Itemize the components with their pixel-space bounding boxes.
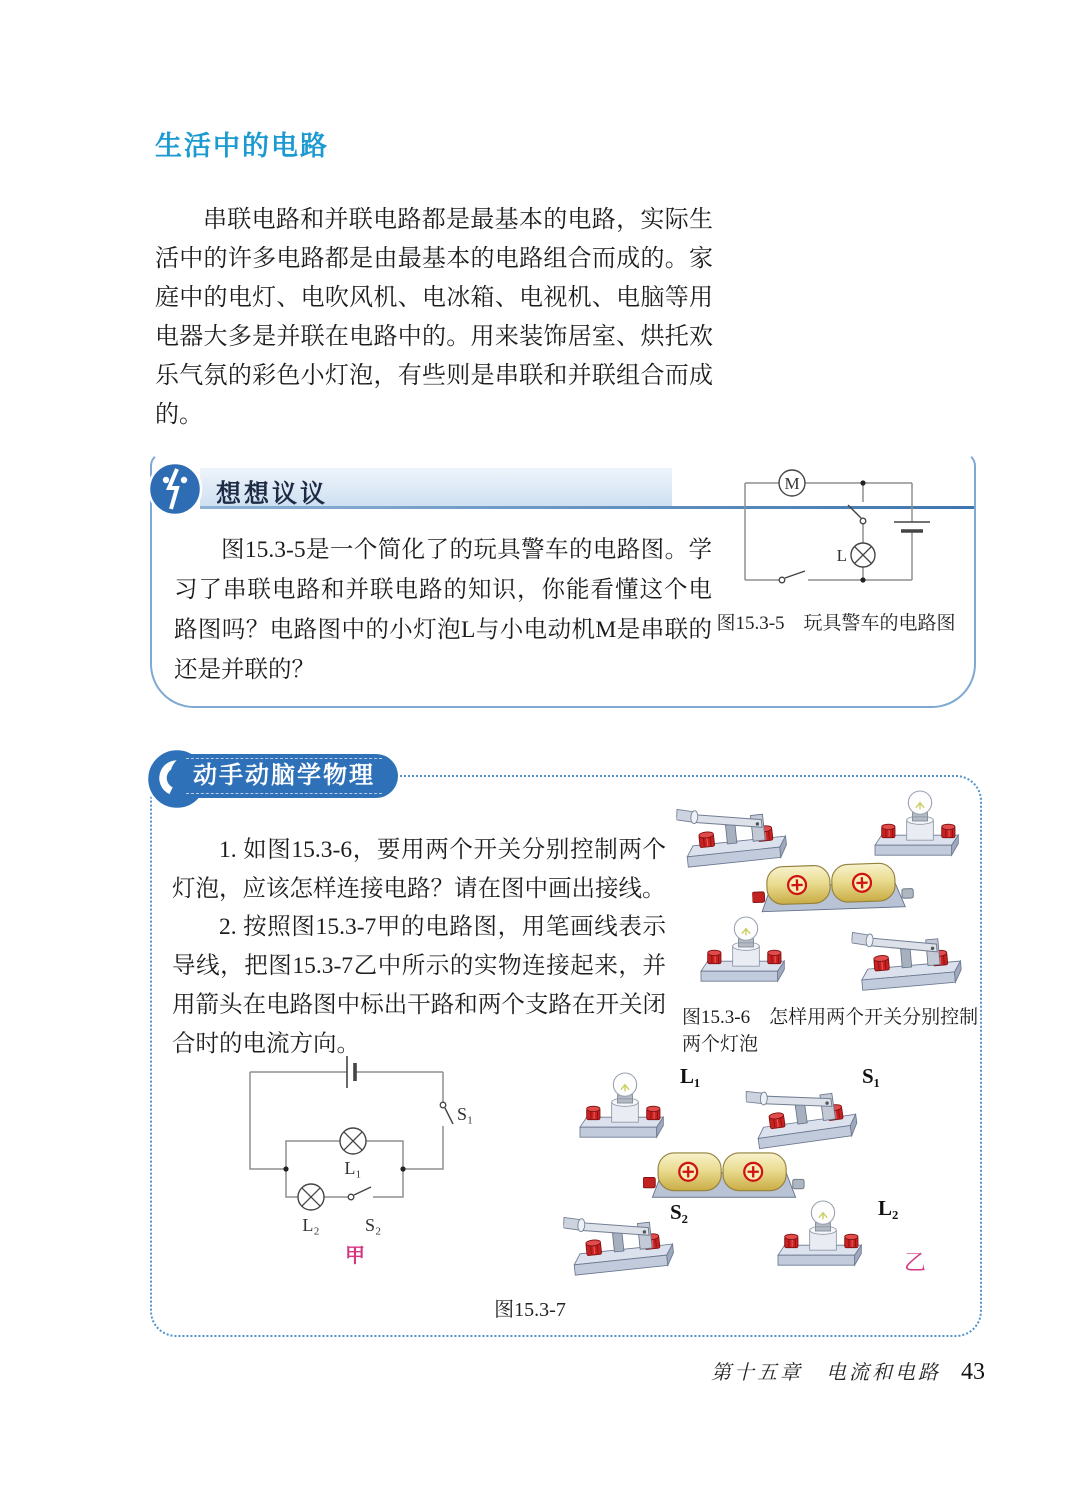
s1-label: S₁ <box>457 1104 474 1124</box>
bulb-illustration <box>773 1200 873 1267</box>
figure-15-3-5-caption: 图15.3-5 玩具警车的电路图 <box>716 613 956 634</box>
s2-label: S₂ <box>365 1215 382 1235</box>
motor-label: M <box>784 474 800 493</box>
activity-item-1: 1. 如图15.3-6，要用两个开关分别控制两个灯泡，应该怎样连接电路？请在图中画出接线。 <box>172 837 666 902</box>
l2-label: L₂ <box>302 1215 320 1235</box>
figure-15-3-7-caption: 图15.3-7 <box>494 1299 566 1321</box>
page-footer <box>560 1356 985 1386</box>
figure-15-3-5 <box>700 458 972 637</box>
think-question-text: 图15.3-5是一个简化了的玩具警车的电路图。学习了串联电路和并联电路的知识，你能看懂这个电路图吗？电路图中的小灯泡L与小电动机M是串联的还是并联的？ <box>174 537 712 683</box>
switch-illustration <box>744 1073 864 1152</box>
yi-label: 乙 <box>904 1250 927 1275</box>
activity-item-2: 2. 按照图15.3-7甲的电路图，用笔画线表示导线，把图15.3-7乙中所示的实物连接起来，并用箭头在电路图中标出干路和两个支路在开关闭合时的电流方向。 <box>172 914 666 1057</box>
intro-paragraph: 串联电路和并联电路都是最基本的电路，实际生活中的许多电路都是由最基本的电路组合而成的。家庭中的电灯、电吹风机、电冰箱、电视机、电脑等用电器大多是并联在电路中的。用来装饰居室、烘托欢乐气氛的彩色小灯泡，有些则是串联和并联组合而成的。 <box>155 207 713 428</box>
switch-illustration <box>850 919 967 993</box>
switch-illustration <box>675 794 793 869</box>
battery-illustration <box>751 859 915 918</box>
toy-police-car-circuit-diagram <box>700 458 972 598</box>
footer-chapter-title: 第十五章 电流和电路 <box>711 1362 941 1384</box>
think-face-icon <box>146 460 204 518</box>
footer-page-number: 43 <box>961 1359 985 1385</box>
figure-15-3-7-jia <box>205 1052 505 1267</box>
think-section-title: 想想议议 <box>216 480 329 508</box>
battery-illustration <box>643 1150 805 1203</box>
s2-photo-label: S₂ <box>670 1200 688 1224</box>
figure-15-3-6-caption: 图15.3-6 怎样用两个开关分别控制两个灯泡 <box>682 1007 979 1055</box>
page-title: 生活中的电路 <box>155 131 329 161</box>
lamp-label: L <box>836 546 847 565</box>
l1-label: L₁ <box>344 1158 362 1178</box>
l1-photo-label: L₁ <box>680 1064 701 1088</box>
figure-15-3-6 <box>672 788 982 1055</box>
switch-illustration <box>562 1202 680 1277</box>
bulb-illustration <box>575 1072 675 1139</box>
bulb-illustration <box>870 790 970 857</box>
parallel-circuit-diagram <box>205 1052 505 1267</box>
bulb-illustration <box>696 916 796 983</box>
figure-15-3-7-yi <box>552 1058 952 1283</box>
s1-photo-label: S₁ <box>862 1064 880 1088</box>
l2-photo-label: L₂ <box>878 1196 899 1220</box>
activity-section-title: 动手动脑学物理 <box>170 754 398 798</box>
jia-label: 甲 <box>345 1245 365 1267</box>
